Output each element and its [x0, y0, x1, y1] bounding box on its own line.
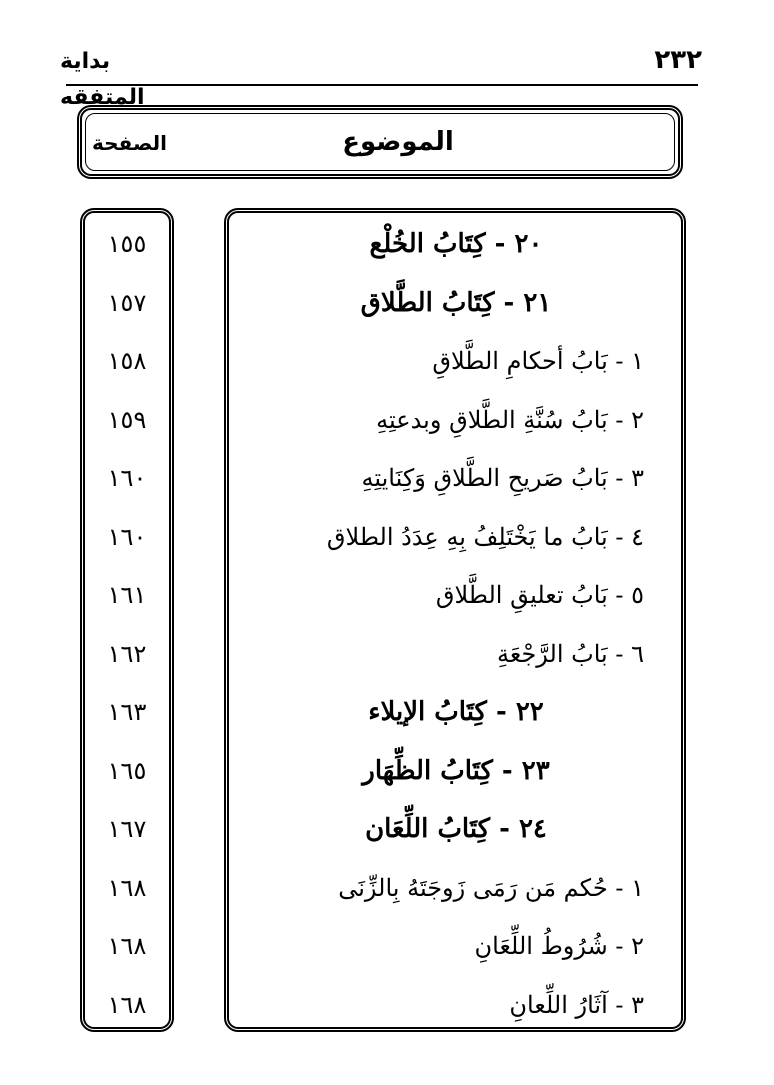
toc-entry-page: ١٥٩ — [107, 405, 147, 434]
toc-entry-page: ١٦٠ — [107, 522, 147, 551]
toc-entry-page: ١٦٠ — [107, 464, 147, 492]
page-number: ٢٣٢ — [654, 45, 702, 75]
toc-entry-text: ١ - حُكم مَن رَمَى زَوجَتَهُ بِالزِّنَى — [338, 873, 644, 902]
toc-entry-text: ٦ - بَابُ الرَّجْعَةِ — [497, 639, 644, 668]
running-title: بداية المتفقه — [60, 49, 145, 110]
toc-entry-text: ٢٤ - كِتَابُ اللِّعَان — [365, 814, 547, 844]
toc-entry-text: ٤ - بَابُ ما يَخْتَلِفُ بِهِ عِدَدُ الطلاق — [326, 522, 644, 551]
header-rule — [66, 84, 698, 86]
toc-entry-page: ١٦٢ — [107, 639, 147, 668]
toc-entry-page: ١٦٨ — [107, 990, 147, 1019]
toc-entry-text: ٢ - شُرُوطُ اللِّعَانِ — [474, 932, 644, 960]
toc-entry-text: ٣ - بَابُ صَريحِ الطَّلاقِ وَكِنَايتِهِ — [361, 464, 644, 492]
toc-entry-page: ١٦٨ — [107, 932, 147, 960]
toc-entry-page: ١٥٥ — [107, 230, 147, 258]
toc-entry-text: ١ - بَابُ أحكامِ الطَّلاقِ — [432, 347, 644, 375]
toc-entry-page: ١٥٧ — [107, 288, 147, 317]
toc-entry-text: ٥ - بَابُ تعليقِ الطَّلاق — [435, 581, 644, 609]
page-numbers-frame — [80, 208, 174, 1032]
toc-entry-page: ١٦٥ — [107, 756, 147, 785]
toc-entry-text: ٢١ - كِتَابُ الطَّلاق — [360, 287, 552, 318]
toc-entry-page: ١٥٨ — [107, 347, 147, 375]
toc-entry-page: ١٦٣ — [107, 698, 147, 726]
page-column-label: الصفحة — [92, 131, 168, 155]
toc-entry-text: ٣ - آثَارُ اللِّعانِ — [509, 990, 644, 1019]
toc-entry-text: ٢٣ - كِتَابُ الظِّهَار — [362, 755, 550, 786]
toc-entry-text: ٢٢ - كِتَابُ الإيلاء — [368, 697, 544, 727]
topic-column-label: الموضوع — [342, 127, 454, 157]
toc-entry-text: ٢ - بَابُ سُنَّةِ الطَّلاقِ وبدعتِهِ — [376, 405, 644, 434]
table-header-box — [77, 105, 683, 179]
toc-entry-page: ١٦٧ — [107, 815, 147, 843]
toc-entry-text: ٢٠ - كِتَابُ الخُلْع — [369, 229, 543, 259]
toc-entry-page: ١٦٨ — [107, 873, 147, 902]
toc-entry-page: ١٦١ — [107, 581, 147, 609]
